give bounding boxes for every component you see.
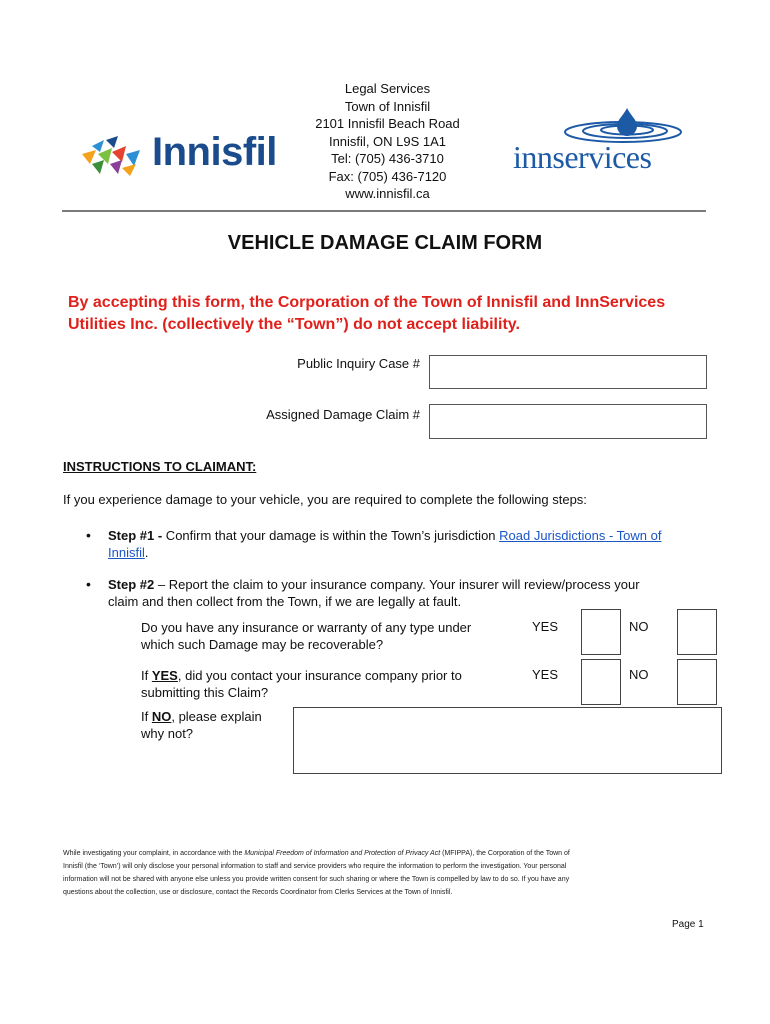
privacy-act-name: Municipal Freedom of Information and Protection of Privacy Act [244, 850, 441, 857]
address-block [290, 80, 485, 203]
q1-yes-label: YES [532, 619, 559, 634]
q2-yes-checkbox[interactable] [581, 659, 621, 705]
address-line: Fax: (705) 436-7120 [328, 168, 447, 184]
q2-no-checkbox[interactable] [677, 659, 717, 705]
explanation-textarea[interactable] [293, 707, 722, 774]
innisfil-logo [78, 128, 288, 180]
address-line: Legal Services [344, 81, 431, 96]
step-2-label: Step #2 [108, 577, 155, 592]
step-1-label: Step #1 - [108, 528, 163, 543]
address-line: 2101 Innisfil Beach Road [315, 116, 460, 131]
privacy-text: While investigating your complaint, in accordance with the [63, 850, 245, 857]
step-1-end: . [144, 545, 149, 560]
q2-line1: , did you contact your insurance company prior to [177, 668, 462, 683]
question-insurance [141, 619, 511, 653]
step-1 [108, 527, 708, 561]
privacy-text: (MFIPPA), the Corporation of the Town of [440, 850, 570, 857]
innisfil-logo-text: Innisfil [152, 130, 277, 174]
innservices-logo-text: innservices [513, 139, 652, 175]
q1-no-label: NO [629, 619, 649, 634]
bullet-icon: • [86, 527, 91, 543]
address-line: www.innisfil.ca [345, 186, 430, 201]
address-line: Town of Innisfil [344, 98, 431, 114]
q3-no-emphasis: NO [151, 709, 172, 724]
q2-yes-emphasis: YES [151, 668, 178, 683]
public-inquiry-field[interactable] [429, 355, 707, 389]
step-2 [108, 576, 708, 610]
innisfil-star-icon [78, 128, 152, 180]
assigned-claim-label: Assigned Damage Claim # [266, 407, 420, 422]
q2-line2: submitting this Claim? [141, 685, 269, 700]
q3-if: If [141, 709, 152, 724]
form-title: VEHICLE DAMAGE CLAIM FORM [227, 232, 543, 254]
header-divider [62, 210, 706, 212]
address-line: Tel: (705) 436-3710 [331, 151, 444, 166]
step-1-text: Confirm that your damage is within the Town’s jurisdiction [162, 528, 500, 543]
instructions-intro: If you experience damage to your vehicle, you are required to complete the following steps: [63, 492, 587, 507]
question-insurance-line2: which such Damage may be recoverable? [141, 637, 384, 652]
bullet-icon: • [86, 576, 91, 592]
privacy-line: Innisfil (the ‘Town’) will only disclose your personal information to staff and service providers who require the information to perform the investigation. Your personal [63, 863, 567, 870]
page-number: Page 1 [672, 919, 704, 930]
q2-if: If [141, 668, 152, 683]
privacy-line: questions about the collection, use or disclosure, contact the Records Coordinator from Clerks Services at the Town of Innisfil. [63, 889, 453, 896]
q3-line1: , please explain [171, 709, 262, 724]
privacy-notice [63, 847, 708, 899]
q1-yes-checkbox[interactable] [581, 609, 621, 655]
question-insurance-line1: Do you have any insurance or warranty of any type under [141, 620, 472, 635]
question-explain [141, 708, 291, 742]
q2-no-label: NO [629, 667, 649, 682]
instructions-heading: INSTRUCTIONS TO CLAIMANT: [63, 459, 257, 474]
road-jurisdictions-link[interactable]: Road Jurisdictions - Town of [499, 528, 662, 543]
step-2-line2: claim and then collect from the Town, if we are legally at fault. [108, 594, 462, 609]
liability-warning: By accepting this form, the Corporation of the Town of Innisfil and InnServices Utilities Inc. (collectively the “Town”) do not accept liability. [68, 294, 666, 333]
public-inquiry-label: Public Inquiry Case # [297, 356, 420, 371]
step-2-line1: – Report the claim to your insurance company. Your insurer will review/process your [154, 577, 640, 592]
q2-yes-label: YES [532, 667, 559, 682]
address-line: Innisfil, ON L9S 1A1 [328, 133, 447, 149]
q3-line2: why not? [141, 726, 194, 741]
q1-no-checkbox[interactable] [677, 609, 717, 655]
assigned-claim-field[interactable] [429, 404, 707, 439]
road-jurisdictions-link-cont[interactable]: Innisfil [108, 545, 145, 560]
question-contacted-insurer [141, 667, 511, 701]
privacy-line: information will not be shared with anyone else unless you provide written consent for such sharing or where the Town is compelled by law to do so. If you have any [63, 876, 570, 883]
innservices-logo [513, 106, 693, 181]
